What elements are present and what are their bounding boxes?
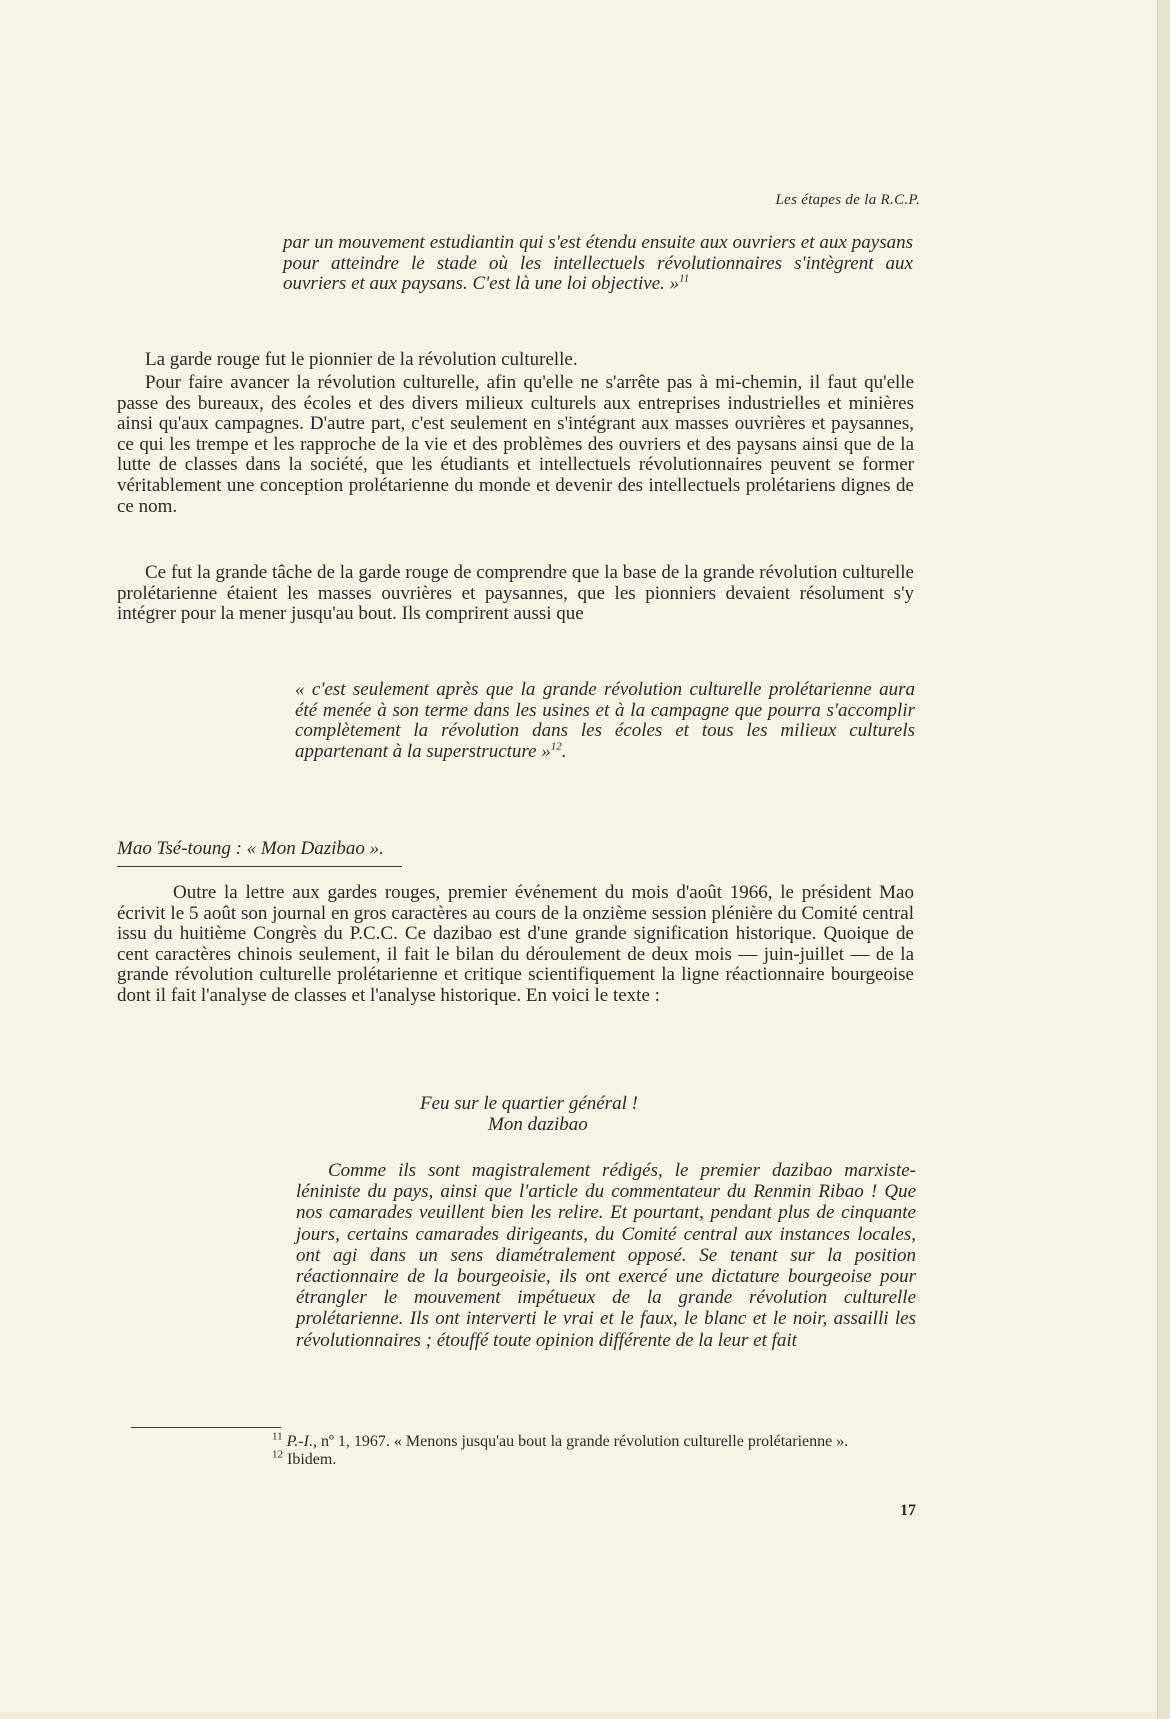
page-number: 17	[900, 1502, 916, 1519]
footnote-ref-11: 11	[679, 272, 690, 285]
quote-2-end: .	[561, 740, 567, 762]
section-title-underline	[117, 866, 402, 867]
quote-1-text: par un mouvement estudiantin qui s'est étendu ensuite aux ouvriers et aux paysans pour atteindre le stade où les intellectuels révolutionnaires s'intègrent aux ouvriers et aux paysans. C'est là une loi objective. »	[283, 232, 913, 295]
footnote-separator	[131, 1427, 281, 1428]
section-title: Mao Tsé-toung : « Mon Dazibao ».	[117, 838, 384, 859]
dazibao-text: Comme ils sont magistralement rédigés, le premier dazibao marxiste-léniniste du pays, ainsi que l'article du commentateur du Renmin Ribao ! Que nos camarades veuillent bien les relire. Et pourtant, pendant plus de cinquante jours, certains camarades dirigeants, du Comité central aux instances locales, ont agi dans un sens diamétralement opposé. Se tenant sur la position réactionnaire de la bourgeoisie, ils ont exercé une dictature bourgeoise pour étrangler le mouvement impétueux de la grande révolution culturelle prolétarienne. Ils ont interverti le vrai et le faux, le blanc et le noir, assailli les révolutionnaires ; étouffé toute opinion différente de la leur et fait	[296, 1160, 916, 1351]
page-edge	[1157, 0, 1170, 1719]
footnote-12-number: 12	[272, 1448, 283, 1461]
paragraph-1: La garde rouge fut le pionnier de la révolution culturelle.	[145, 349, 578, 370]
footnotes	[244, 1430, 916, 1469]
dazibao-title: Feu sur le quartier général !	[420, 1093, 638, 1114]
paragraph-3: Ce fut la grande tâche de la garde rouge de comprendre que la base de la grande révolution culturelle prolétarienne étaient les masses ouvrières et paysannes, que les pionniers devaient résolument s'y intégrer pour la mener jusqu'au bout. Ils comprirent aussi que	[117, 562, 914, 625]
footnote-12-text: Ibidem.	[287, 1451, 337, 1468]
quote-block-1	[283, 233, 913, 295]
quote-2-text: « c'est seulement après que la grande révolution culturelle prolétarienne aura été menée à son terme dans les usines et à la campagne que pourra s'accomplir complètement la révolution dans les écoles et tous les milieux culturels appartenant à la superstructure »	[295, 679, 915, 762]
footnote-11-text: , nº 1, 1967. « Menons jusqu'au bout la grande révolution culturelle prolétarienne ».	[312, 1433, 849, 1450]
dazibao-subtitle: Mon dazibao	[488, 1114, 588, 1135]
paragraph-2: Pour faire avancer la révolution culturelle, afin qu'elle ne s'arrête pas à mi-chemin, il faut qu'elle passe des bureaux, des écoles et des divers milieux culturels aux entreprises industrielles et minières ainsi qu'aux campagnes. D'autre part, c'est seulement en s'intégrant aux masses ouvrières et paysannes, ce qui les trempe et les rapproche de la vie et des problèmes des ouvriers et des paysans ainsi que de la lutte de classes dans la société, que les étudiants et intellectuels révolutionnaires peuvent se former véritablement une conception prolétarienne du monde et devenir des intellectuels prolétariens dignes de ce nom.	[117, 372, 914, 517]
running-head: Les étapes de la R.C.P.	[775, 192, 920, 208]
footnote-11-source: P.-I.	[286, 1433, 313, 1450]
footnote-ref-12: 12	[550, 740, 562, 753]
quote-block-2	[295, 680, 915, 762]
footnote-11-number: 11	[272, 1430, 283, 1443]
footnote-11	[244, 1430, 916, 1451]
paragraph-4: Outre la lettre aux gardes rouges, premier événement du mois d'août 1966, le président Mao écrivit le 5 août son journal en gros caractères au cours de la onzième session plénière du Comité central issu du huitième Congrès du P.C.C. Ce dazibao est d'une grande signification historique. Quoique de cent caractères chinois seulement, il fait le bilan du déroulement de deux mois — juin-juillet — de la grande révolution culturelle prolétarienne et critique scientifiquement la ligne réactionnaire bourgeoise dont il fait l'analyse de classes et l'analyse historique. En voici le texte :	[117, 882, 914, 1006]
footnote-12	[244, 1448, 916, 1469]
